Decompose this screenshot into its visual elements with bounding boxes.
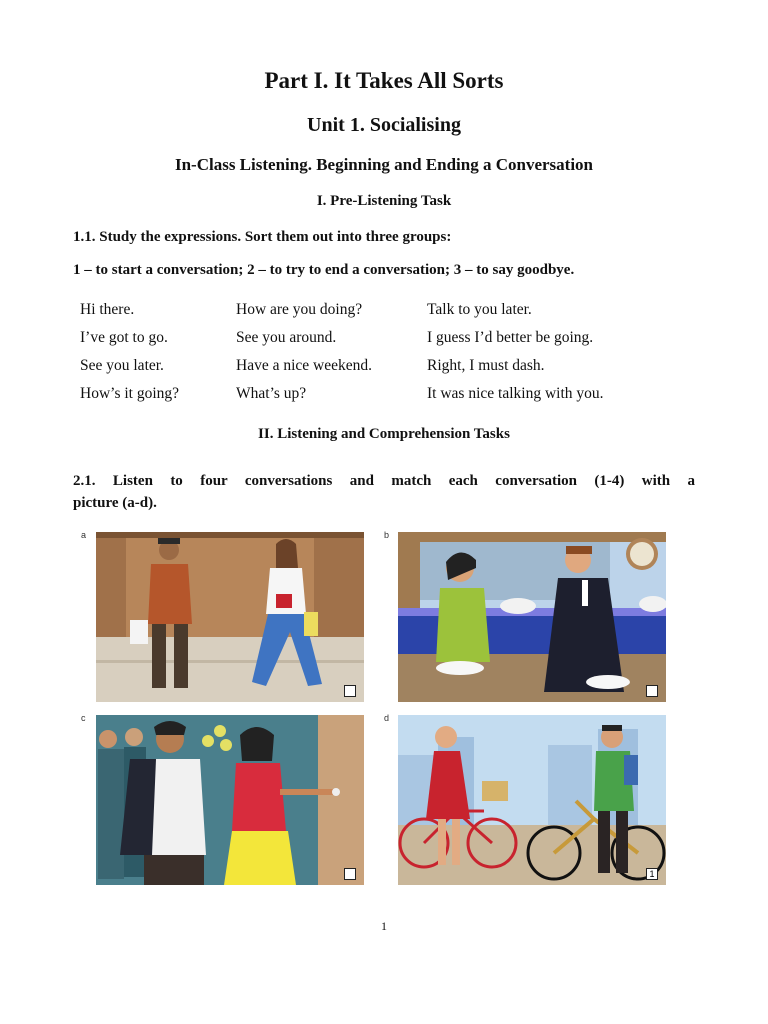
task-1-1-groups: 1 – to start a conversation; 2 – to try to end a conversation; 3 – to say goodbye. — [73, 262, 575, 278]
unit-title: Unit 1. Socialising — [307, 114, 461, 136]
expression: Talk to you later. — [427, 301, 532, 318]
expressions-row — [80, 380, 720, 408]
section-heading-pre-listening: I. Pre-Listening Task — [316, 193, 452, 209]
picture-a-letter: a — [81, 530, 87, 540]
expression: I guess I’d better be going. — [427, 329, 594, 346]
picture-b-answer-box[interactable] — [646, 685, 658, 697]
expression: See you around. — [236, 329, 337, 346]
task-1-1-instruction: 1.1. Study the expressions. Sort them out into three groups: — [73, 229, 452, 245]
picture-d-answer-box[interactable]: 1 — [646, 868, 658, 880]
task-2-1-instruction: 2.1. Listen to four conversations and match each conversation (1-4) with a — [73, 473, 695, 489]
expression: Have a nice weekend. — [236, 357, 372, 374]
picture-d-letter: d — [384, 713, 390, 723]
picture-c-crowd-meeting — [96, 715, 364, 885]
expression: Hi there. — [80, 301, 135, 318]
part-title: Part I. It Takes All Sorts — [264, 68, 504, 93]
picture-b-cafe-counter — [398, 532, 666, 702]
expression: It was nice talking with you. — [427, 385, 604, 402]
picture-c-answer-box[interactable] — [344, 868, 356, 880]
expression: How’s it going? — [80, 385, 180, 402]
expressions-grid — [80, 296, 720, 408]
section-heading-listening: II. Listening and Comprehension Tasks — [258, 426, 510, 442]
expressions-row — [80, 324, 720, 352]
picture-a-street-greeting — [96, 532, 364, 702]
expression: What’s up? — [236, 385, 307, 402]
picture-d-cyclists — [398, 715, 666, 885]
picture-c-letter: c — [81, 713, 86, 723]
page-number: 1 — [381, 919, 387, 933]
picture-a-answer-box[interactable] — [344, 685, 356, 697]
lesson-title: In-Class Listening. Beginning and Ending a Conversation — [174, 155, 594, 174]
expression: Right, I must dash. — [427, 357, 545, 374]
expression: How are you doing? — [236, 301, 363, 318]
expression: See you later. — [80, 357, 164, 374]
task-2-1-instruction-cont: picture (a-d). — [73, 495, 157, 511]
expressions-row — [80, 296, 720, 324]
picture-b-letter: b — [384, 530, 390, 540]
expressions-row — [80, 352, 720, 380]
expression: I’ve got to go. — [80, 329, 168, 346]
